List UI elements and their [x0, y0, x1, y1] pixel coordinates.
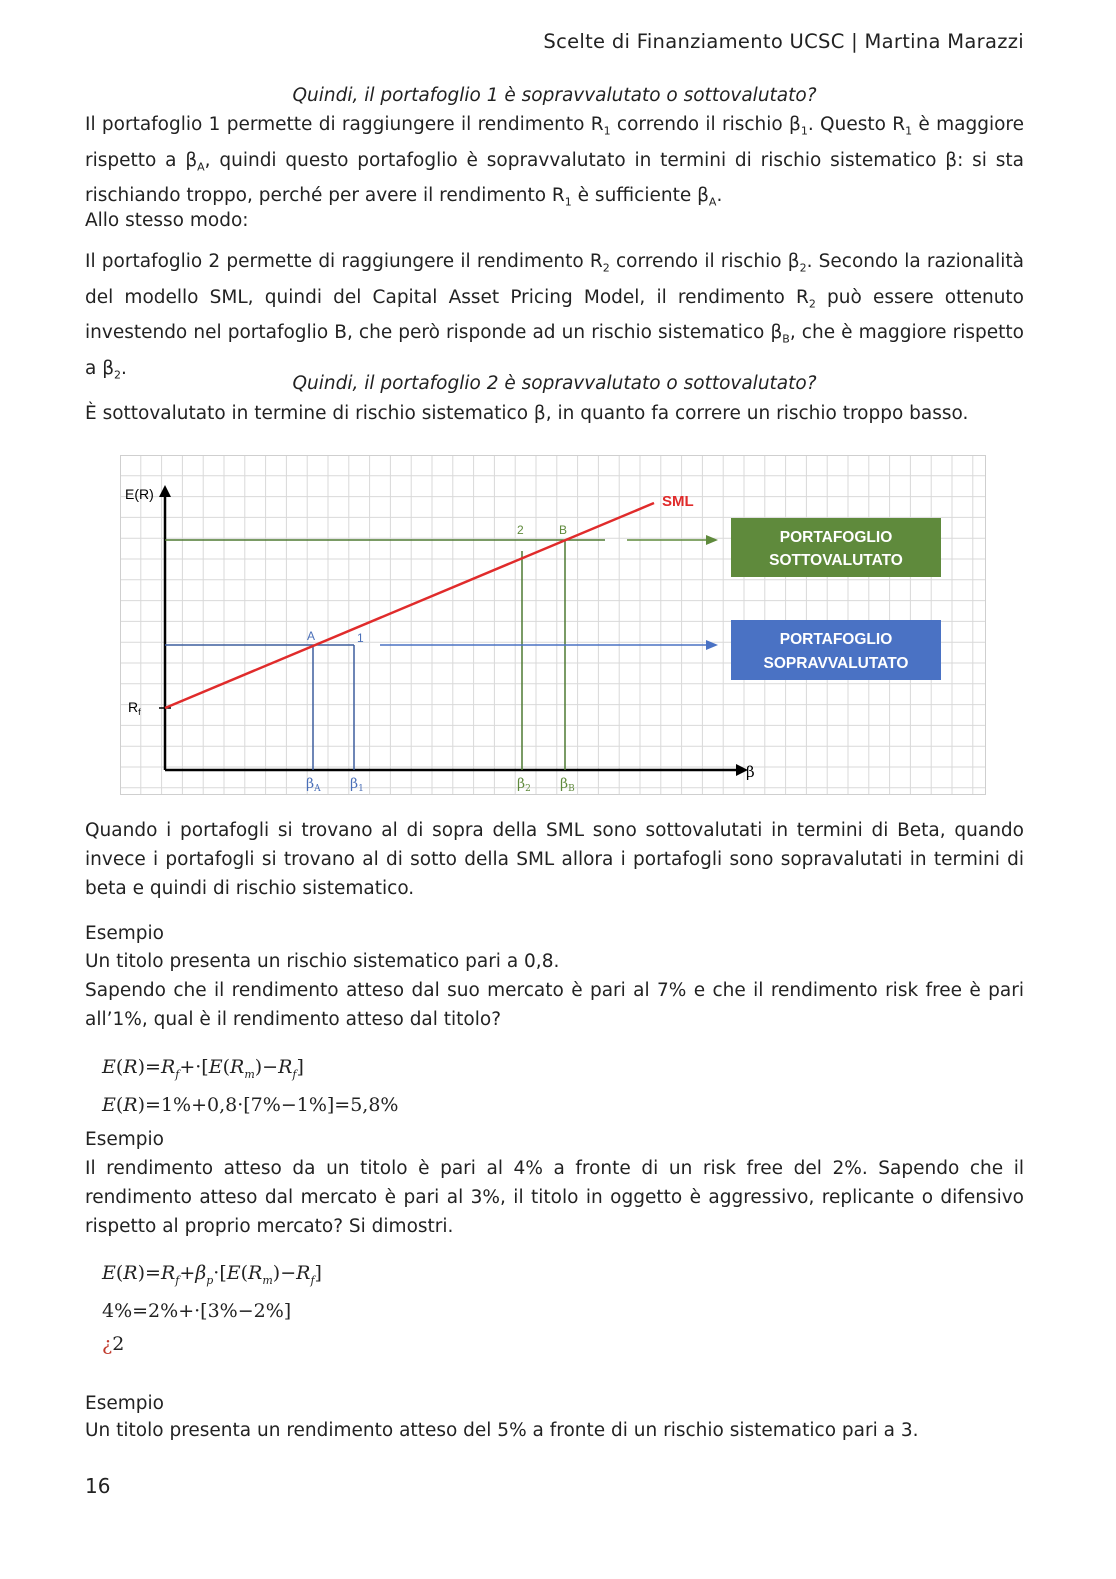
formula-capm-1-result: E(R)=1%+0,8·[7%−1%]=5,8%: [102, 1094, 399, 1116]
formula-capm-2-result: ¿2: [102, 1333, 125, 1355]
paragraph-portafoglio-1: Il portafoglio 1 permette di raggiungere il rendimento $R_1$ correndo il rischio $\beta_1$. Questo $R_1$ è maggiore rispetto a $\beta_A$, quindi questo portafoglio è sopravvalutato in termini di rischio sistematico β: si sta rischiando troppo, perché per avere il rendimento $R_1$ è sufficiente $\beta_A$.: [85, 114, 1024, 210]
box-sottovalutato-line2: SOTTOVALUTATO: [769, 552, 903, 569]
question-portafoglio-2: Quindi, il portafoglio 2 è sopravvalutato o sottovalutato?: [292, 373, 817, 394]
sml-label: SML: [662, 493, 694, 510]
rf-label: $R_f$: [128, 699, 141, 717]
formula-capm-1: $E(R)=R_f+\cdot[E(R_m)-R_f]$: [102, 1056, 304, 1081]
paragraph-portafoglio-2: Il portafoglio 2 permette di raggiungere il rendimento $R_2$ correndo il rischio $\beta_2$. Secondo la razionalità del modello SML, quindi del Capital Asset Pricing Model, il rendimento $R_2$ può essere ottenuto investendo nel portafoglio B, che però risponde ad un rischio sistematico $\beta_B$, che è maggiore rispetto a $\beta_2$.: [85, 251, 1024, 382]
example-2-title: Esempio: [85, 1129, 164, 1150]
point-label-b: B: [559, 523, 568, 537]
green-arrow-head: [706, 535, 718, 545]
point-label-2: 2: [517, 523, 524, 537]
box-sopravvalutato-line2: SOPRAVVALUTATO: [763, 655, 909, 672]
tick-beta-a: $\beta_A$: [306, 776, 321, 794]
example-2-text: Il rendimento atteso da un titolo è pari al 4% a fronte di un risk free del 2%. Sapendo che il rendimento atteso dal mercato è pari al 3%, il titolo in oggetto è aggressivo, replicante o difensivo rispetto al proprio mercato? Si dimostri.: [85, 1158, 1024, 1237]
point-label-1: 1: [357, 631, 364, 645]
formula-capm-2-values: 4%=2%+·[3%−2%]: [102, 1300, 292, 1322]
box-sopravvalutato-line1: PORTAFOGLIO: [779, 631, 893, 648]
page-number: 16: [85, 1474, 111, 1498]
allo-stesso-modo: Allo stesso modo:: [85, 210, 249, 231]
blue-arrow-head: [706, 640, 718, 650]
example-3-text: Un titolo presenta un rendimento atteso del 5% a fronte di un rischio sistematico pari a 3.: [85, 1420, 919, 1441]
example-1-line2: Sapendo che il rendimento atteso dal suo mercato è pari al 7% e che il rendimento risk free è pari all’1%, qual è il rendimento atteso dal titolo?: [85, 980, 1024, 1030]
example-1-line1: Un titolo presenta un rischio sistematico pari a 0,8.: [85, 951, 560, 972]
paragraph-sml-conclusion: Quando i portafogli si trovano al di sopra della SML sono sottovalutati in termini di Beta, quando invece i portafogli si trovano al di sotto della SML allora i portafogli sono sopravalutati in termini di beta e quindi di rischio sistematico.: [85, 820, 1024, 899]
formula-capm-2: $E(R)=R_f+\beta_p\cdot[E(R_m)-R_f]$: [102, 1262, 322, 1287]
y-axis-label: E(R): [125, 486, 154, 502]
tick-beta-1: $\beta_1$: [350, 776, 364, 794]
tick-beta-2: $\beta_2$: [517, 776, 531, 794]
tick-beta-b: $\beta_B$: [560, 776, 575, 794]
example-3-title: Esempio: [85, 1393, 164, 1414]
x-axis-label: β: [746, 763, 755, 781]
sml-chart: [120, 455, 986, 795]
point-label-a: A: [307, 629, 316, 643]
paragraph-sottovalutato: È sottovalutato in termine di rischio sistematico β, in quanto fa correre un rischio troppo basso.: [85, 403, 969, 424]
example-1-title: Esempio: [85, 923, 164, 944]
page-header: Scelte di Finanziamento UCSC | Martina Marazzi: [543, 30, 1024, 53]
y-axis-arrow: [159, 485, 171, 497]
box-sottovalutato-line1: PORTAFOGLIO: [779, 529, 893, 546]
question-portafoglio-1: Quindi, il portafoglio 1 è sopravvalutato o sottovalutato?: [292, 85, 817, 106]
sml-line: [165, 503, 654, 708]
